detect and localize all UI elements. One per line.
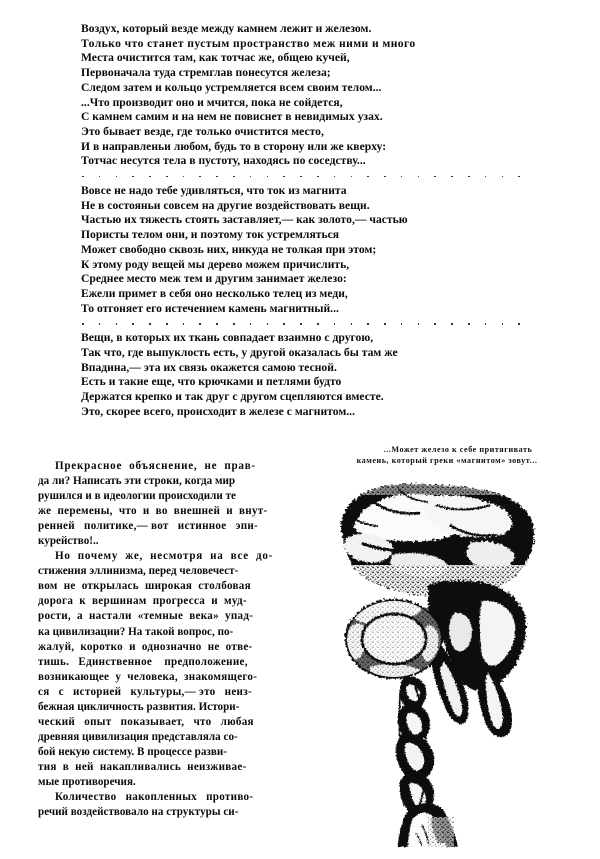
separator-dot — [250, 323, 252, 325]
separator-dot — [334, 176, 336, 178]
verse-line: То отгоняет его истечением камень магнитный... — [81, 301, 339, 315]
separator-dot — [367, 176, 369, 178]
verse-line: Среднее место меж тем и другим занимает железо: — [81, 272, 347, 286]
verse-line: С камнем самим и на нем не повиснет в невидимых узах. — [81, 110, 383, 124]
separator-dot — [116, 323, 118, 325]
body-line: Количество накопленных противо- — [55, 791, 254, 804]
verse-line: Держатся крепко и так друг с другом сцепляются вместе. — [81, 389, 384, 403]
separator-dot — [418, 323, 420, 325]
lodestone-illustration — [332, 481, 548, 849]
dotted-separator — [81, 316, 521, 331]
body-line: рушился и в идеологии происходили те — [38, 490, 236, 503]
verse-line: К этому роду вещей мы дерево можем причислить, — [81, 257, 350, 271]
separator-dot — [485, 176, 487, 178]
separator-dot — [216, 323, 218, 325]
separator-dot — [149, 323, 151, 325]
separator-dot — [99, 176, 101, 178]
separator-dot — [300, 176, 302, 178]
separator-dot — [199, 323, 201, 325]
body-line: тия в ней накапливались неизживае- — [38, 760, 247, 773]
dotted-separator — [81, 169, 521, 184]
separator-dot — [384, 323, 386, 325]
verse-line: Следом затем и кольцо устремляется всем своим телом... — [81, 80, 382, 94]
verse-line: Воздух, который везде между камнем лежит и железом. — [81, 22, 372, 35]
body-line: рости, а настали «темные века» упад- — [38, 610, 254, 623]
verse-line: Тотчас несутся тела в пустоту, находясь по соседству... — [81, 154, 366, 168]
verse-line: Ежели примет в себя оно несколько телец из меди, — [81, 286, 348, 300]
separator-dot — [401, 176, 403, 178]
separator-dot — [183, 176, 185, 178]
figure-caption — [318, 444, 576, 467]
separator-dot — [199, 176, 201, 178]
verse-line: И в направленьи любом, будь то в сторону или же кверху: — [81, 139, 387, 153]
iron-wedge-weight — [398, 803, 458, 847]
verse-stanza-2 — [81, 184, 521, 316]
verse-line: Так что, где выпуклость есть, у другой оказалась бы там же — [81, 345, 398, 359]
separator-dot — [82, 323, 84, 325]
body-line: древняя цивилизация представляла со- — [38, 730, 238, 743]
separator-dot — [216, 176, 218, 178]
separator-dot — [250, 176, 252, 178]
body-line: ка цивилизации? На такой вопрос, по- — [38, 625, 234, 638]
body-line: дорога к вершинам прогресса и муд- — [38, 595, 247, 608]
separator-dot — [384, 176, 386, 178]
verse-line: Может свободно сквозь них, никуда не толкая при этом; — [81, 242, 377, 256]
separator-dot — [283, 176, 285, 178]
separator-dot — [334, 323, 336, 325]
body-line: бой некую систему. В процессе разви- — [38, 745, 227, 758]
separator-dot — [434, 323, 436, 325]
body-line: жалуй, коротко и однозначно не отве- — [38, 640, 253, 653]
body-line: возникающее у человека, знакомящего- — [38, 670, 258, 683]
verse-line: Впадина,— эта их связь окажется самою тесной. — [81, 360, 337, 374]
body-line: Но почему же, несмотря на все до- — [55, 550, 274, 563]
separator-dot — [233, 176, 235, 178]
body-line: тишь. Единственное предположение, — [38, 655, 248, 668]
verse-line: Вовсе не надо тебе удивляться, что ток из магнита — [81, 183, 347, 197]
separator-dot — [166, 323, 168, 325]
separator-dot — [99, 323, 101, 325]
body-line: стижения эллинизма, перед человечест- — [38, 565, 239, 578]
figure-caption-line: ...Может железо к себе притягивать — [383, 445, 533, 454]
separator-dot — [82, 176, 84, 178]
separator-dot — [434, 176, 436, 178]
separator-dot — [502, 176, 504, 178]
verse-line: Это бывает везде, где только очистится место, — [81, 125, 324, 139]
separator-dot — [183, 323, 185, 325]
separator-dot — [518, 323, 520, 325]
verse-block — [81, 22, 521, 419]
separator-dot — [283, 323, 285, 325]
body-line: вом не открылась широкая столбовая — [38, 580, 251, 593]
separator-dot — [317, 176, 319, 178]
body-line: ческий опыт показывает, что любая — [38, 715, 254, 728]
body-line: да ли? Написать эти строки, когда мир — [38, 475, 236, 488]
separator-dot — [267, 323, 269, 325]
separator-dot — [367, 323, 369, 325]
separator-dot — [485, 323, 487, 325]
separator-dot — [116, 176, 118, 178]
separator-dot — [401, 323, 403, 325]
verse-line: Вещи, в которых их ткань совпадает взаимно с другою, — [81, 331, 374, 345]
verse-line: Частью их тяжесть стоять заставляет,— как золото,— частью — [81, 213, 408, 227]
body-line: речий воздействовало на структуры си- — [38, 806, 239, 819]
body-line: Прекрасное объяснение, не прав- — [55, 460, 256, 472]
verse-line: Есть и такие еще, что крючками и петлями будто — [81, 375, 342, 389]
separator-dot — [468, 176, 470, 178]
verse-line: Пористы телом они, и поэтому ток устремляться — [81, 228, 340, 242]
separator-dot — [300, 323, 302, 325]
separator-dot — [166, 176, 168, 178]
body-line: ренней политике,— вот истинное эпи- — [38, 520, 259, 533]
separator-dot — [317, 323, 319, 325]
separator-dot — [451, 323, 453, 325]
separator-dot — [132, 176, 134, 178]
verse-line: Первоначала туда стремглав понесутся железа; — [81, 66, 331, 80]
twisted-chain — [396, 677, 435, 815]
body-text-column — [38, 459, 296, 820]
verse-line: Не в состояньи совсем на другие воздействовать вещи. — [81, 198, 370, 212]
verse-line: ...Что производит оно и мчится, пока не сойдется, — [81, 95, 343, 109]
separator-dot — [267, 176, 269, 178]
verse-stanza-3 — [81, 331, 521, 419]
verse-line: Только что станет пустым пространство меж ними и много — [81, 36, 416, 50]
body-line: бежная цикличность развития. Истори- — [38, 700, 240, 713]
body-line: мые противоречия. — [38, 775, 136, 788]
separator-dot — [451, 176, 453, 178]
separator-dot — [468, 323, 470, 325]
separator-dot — [132, 323, 134, 325]
body-line: ся с историей культуры,— это неиз- — [38, 685, 252, 698]
separator-dot — [518, 176, 520, 178]
body-line: курейство!.. — [38, 535, 99, 548]
figure-caption-line: камень, который греки «магнитом» зовут... — [356, 456, 538, 466]
separator-dot — [351, 176, 353, 178]
lodestone-rock — [332, 481, 548, 599]
verse-stanza-1 — [81, 22, 521, 169]
body-line: же перемены, что и во внешней и внут- — [38, 505, 268, 518]
verse-line: Это, скорее всего, происходит в железе с магнитом... — [81, 404, 356, 418]
verse-line: Места очистится там, как тотчас же, общею кучей, — [81, 51, 350, 65]
separator-dot — [418, 176, 420, 178]
separator-dot — [149, 176, 151, 178]
separator-dot — [351, 323, 353, 325]
separator-dot — [502, 323, 504, 325]
separator-dot — [233, 323, 235, 325]
